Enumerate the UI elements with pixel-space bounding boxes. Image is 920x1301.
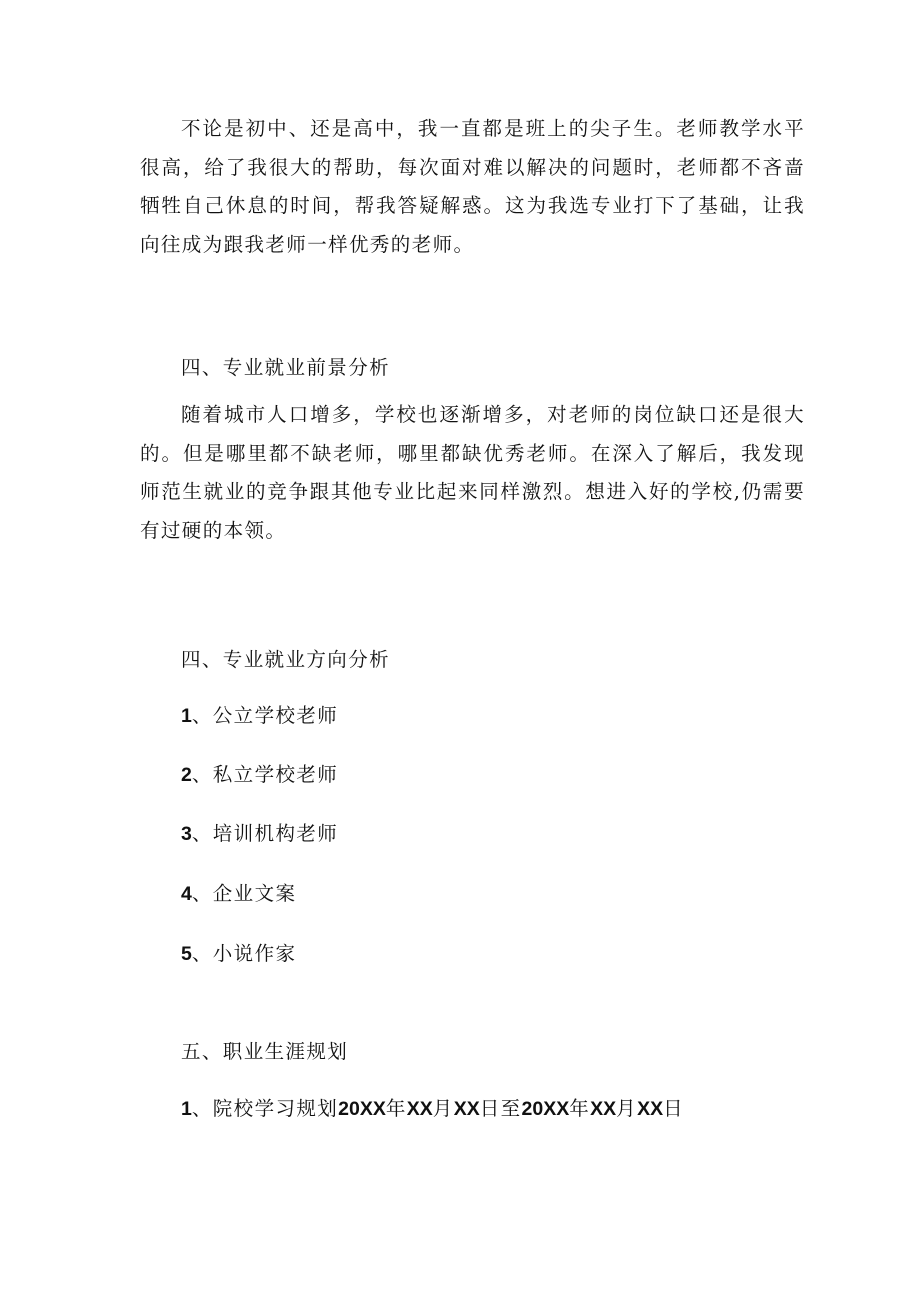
list-separator: 、 <box>191 1097 213 1120</box>
list-number: 1 <box>181 1098 192 1120</box>
list-number: 4 <box>181 883 192 905</box>
paragraph-prospects: 随着城市人口增多，学校也逐渐增多，对老师的岗位缺口还是很大的。但是哪里都不缺老师，哪里都缺优秀老师。在深入了解后，我发现师范生就业的竞争跟其他专业比起来同样激烈。想进入好的学校,仍需要有过硬的本领。 <box>140 403 805 542</box>
list-separator: 、 <box>191 882 213 905</box>
month-unit: 月 <box>616 1097 638 1120</box>
list-text: 私立学校老师 <box>212 763 339 786</box>
list-separator: 、 <box>191 763 213 786</box>
list-item <box>181 702 338 730</box>
section-heading-career: 五、职业生涯规划 <box>181 1040 349 1063</box>
list-number: 5 <box>181 943 192 965</box>
end-month: XX <box>590 1098 617 1120</box>
month-unit: 月 <box>432 1097 454 1120</box>
list-separator: 、 <box>191 822 213 845</box>
year-unit: 年 <box>569 1097 591 1120</box>
start-year: 20XX <box>338 1098 386 1120</box>
list-text: 公立学校老师 <box>212 704 339 727</box>
list-item <box>181 761 338 789</box>
year-unit: 年 <box>385 1097 407 1120</box>
section-heading-prospects: 四、专业就业前景分析 <box>181 356 391 379</box>
list-text: 小说作家 <box>212 942 297 965</box>
career-plan-label: 院校学习规划 <box>212 1097 339 1120</box>
list-number: 3 <box>181 823 192 845</box>
day-unit: 日 <box>663 1097 684 1120</box>
day-unit-to: 日至 <box>479 1097 522 1120</box>
end-day: XX <box>637 1098 664 1120</box>
list-text: 企业文案 <box>212 882 297 905</box>
section-heading-directions: 四、专业就业方向分析 <box>181 648 391 671</box>
list-item <box>181 940 296 968</box>
start-day: XX <box>453 1098 480 1120</box>
list-separator: 、 <box>191 704 213 727</box>
career-plan-item <box>181 1095 684 1123</box>
start-month: XX <box>406 1098 433 1120</box>
list-item <box>181 820 338 848</box>
paragraph-teachers-influence: 不论是初中、还是高中，我一直都是班上的尖子生。老师教学水平很高，给了我很大的帮助，每次面对难以解决的问题时，老师都不吝啬牺牲自己休息的时间，帮我答疑解惑。这为我选专业打下了基础，让我向往成为跟我老师一样优秀的老师。 <box>140 117 805 256</box>
list-separator: 、 <box>191 942 213 965</box>
list-text: 培训机构老师 <box>212 822 339 845</box>
list-number: 2 <box>181 764 192 786</box>
list-item <box>181 880 296 908</box>
end-year: 20XX <box>521 1098 570 1120</box>
list-number: 1 <box>181 705 192 727</box>
